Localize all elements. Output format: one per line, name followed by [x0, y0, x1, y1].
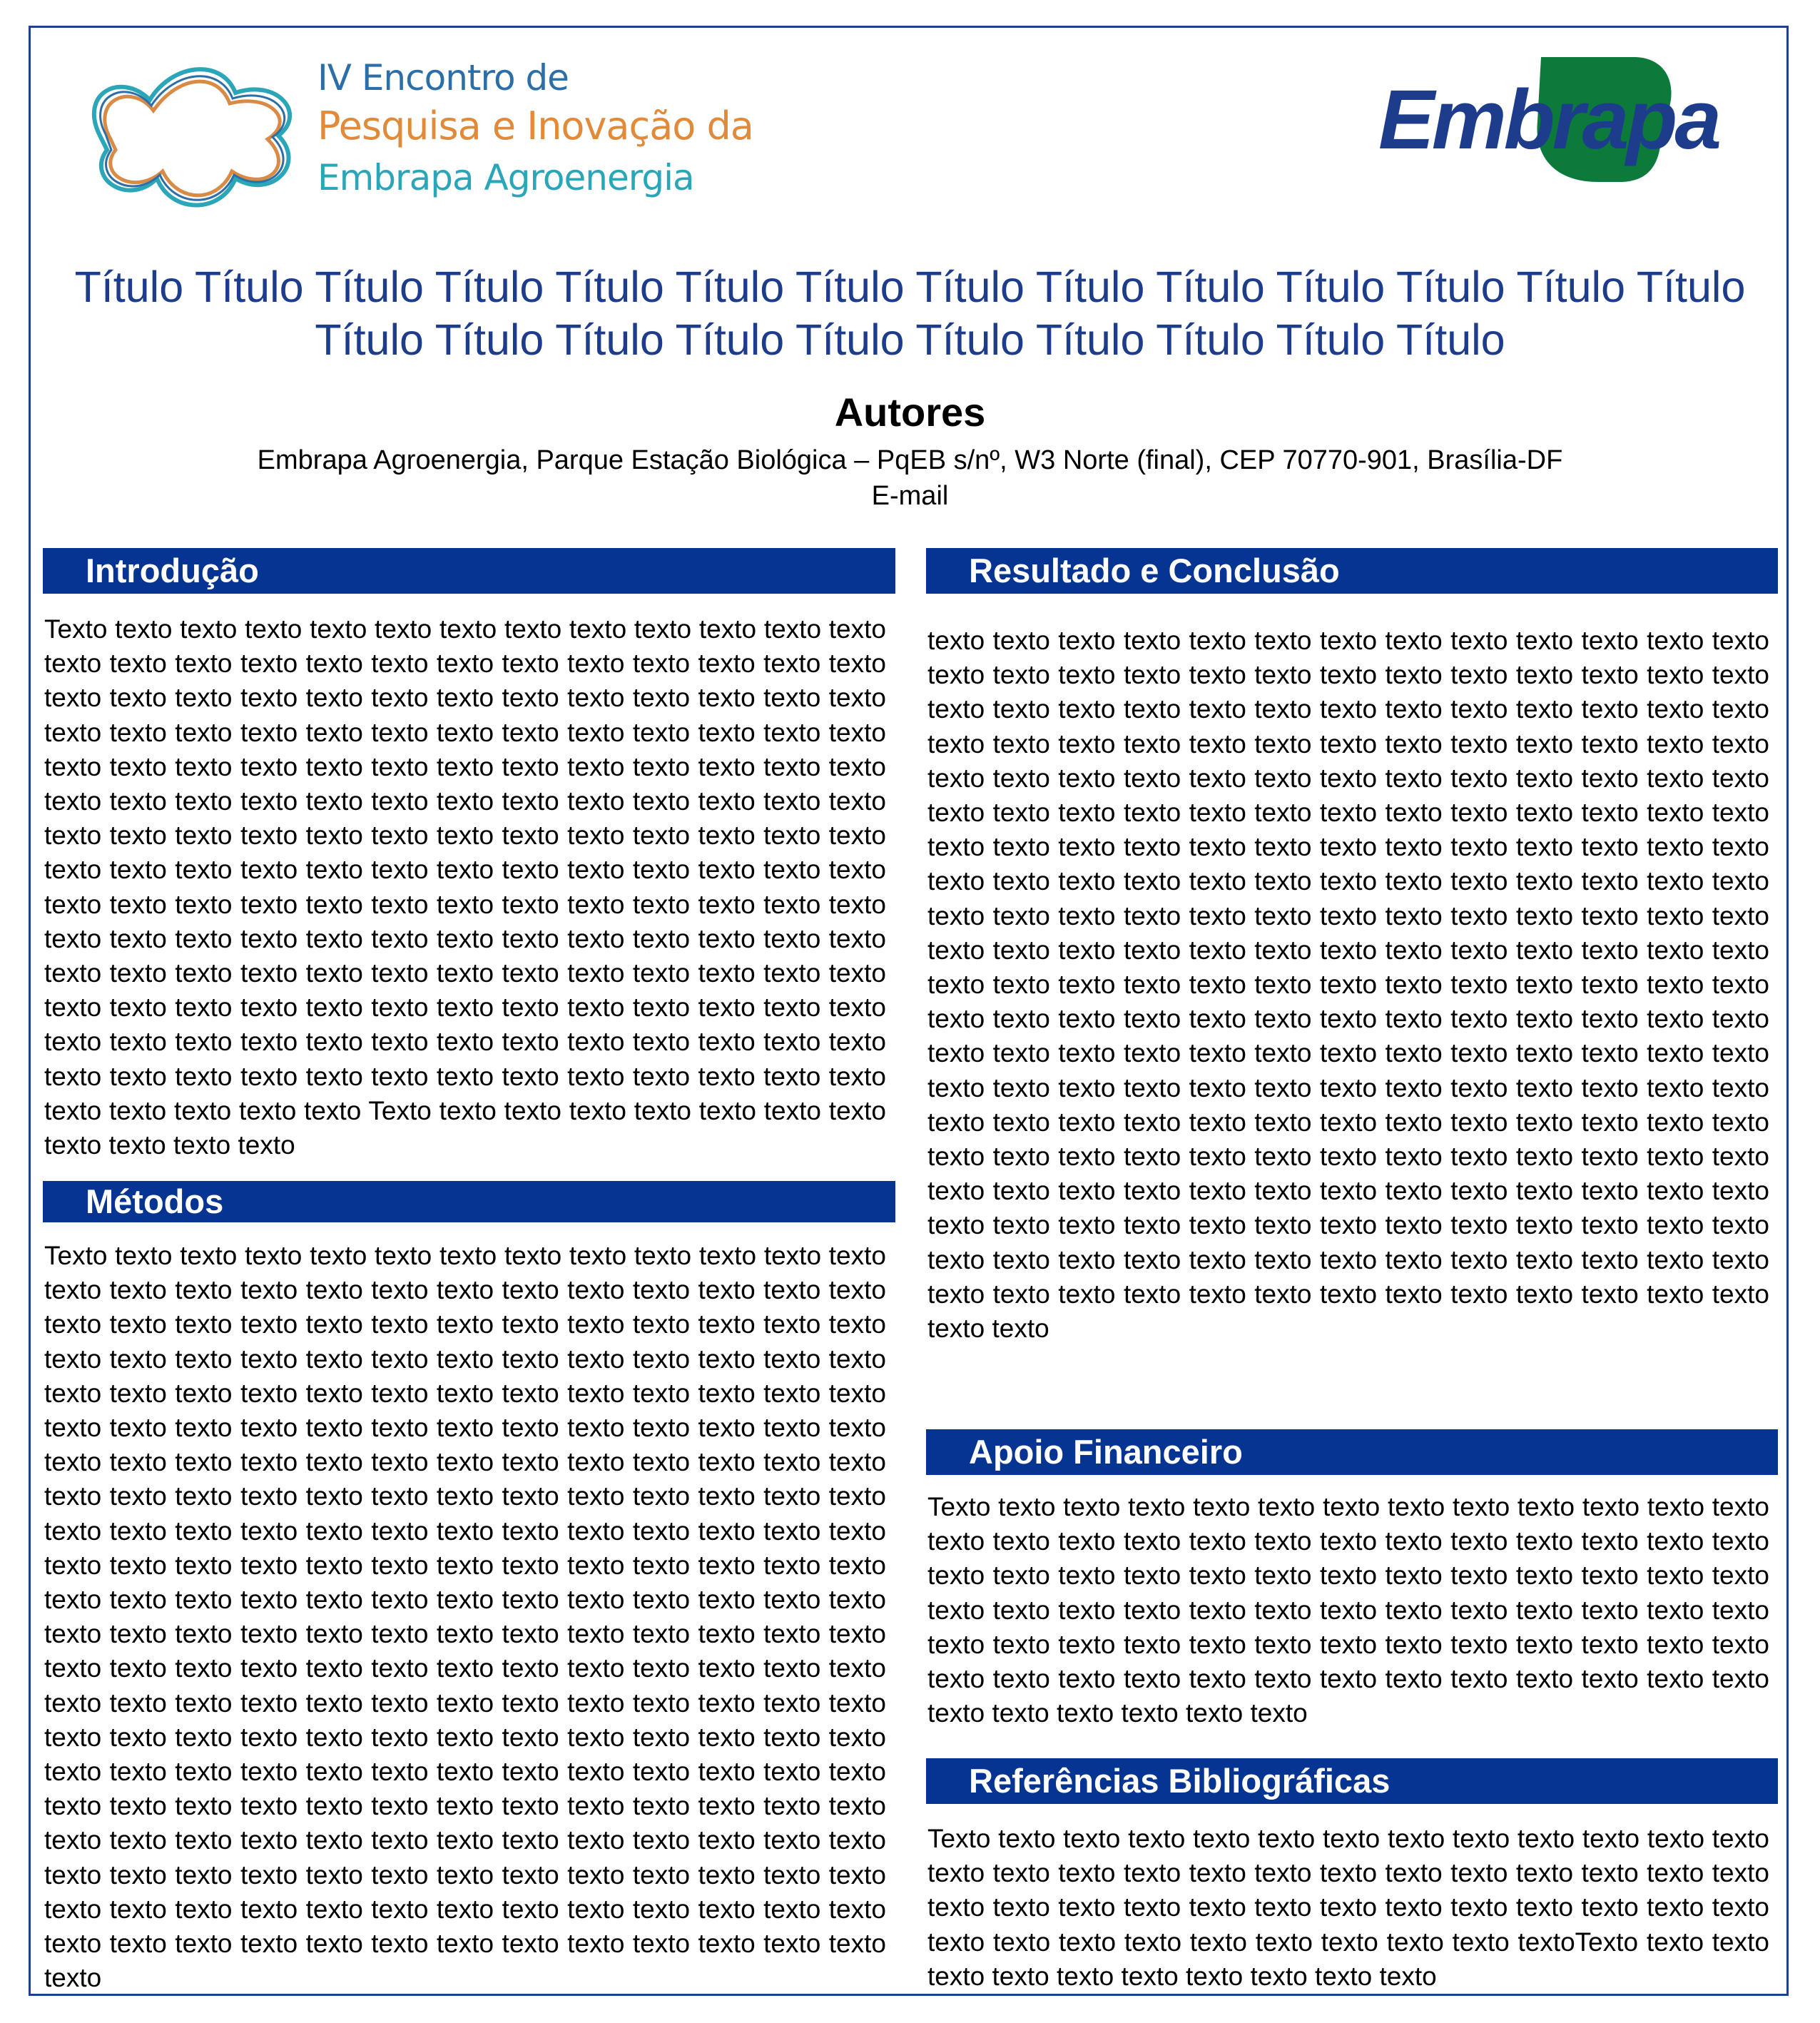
section-text-resultado: texto texto texto texto texto texto texto texto texto texto texto texto texto texto texto texto texto texto texto texto texto texto texto texto texto texto texto texto texto texto texto texto texto texto texto texto texto texto texto texto texto texto texto texto texto texto texto texto texto texto texto texto texto texto texto texto texto texto texto texto texto texto texto texto texto texto texto texto texto texto texto texto texto texto texto texto texto texto texto texto texto texto texto texto texto texto texto texto texto texto texto texto texto texto texto texto texto texto texto texto texto texto texto texto texto texto texto texto texto texto texto texto texto texto texto texto texto texto texto texto texto texto texto texto texto texto texto texto texto texto texto texto texto texto texto texto texto texto texto texto texto texto texto texto texto texto texto texto texto texto texto texto texto texto texto texto texto texto texto texto texto texto texto texto texto texto texto texto texto texto texto texto texto texto texto texto texto texto texto texto texto texto texto texto texto texto texto texto texto texto texto texto texto texto texto texto texto texto texto texto texto texto texto texto texto texto texto texto texto texto texto texto texto texto texto texto texto texto texto texto texto texto texto texto texto texto texto texto texto texto texto texto texto texto texto texto texto texto texto texto texto texto texto texto texto texto texto texto texto texto texto texto texto texto texto texto texto texto texto texto texto texto	[927, 626, 1769, 1344]
section-text-metodos: Texto texto texto texto texto texto texto texto texto texto texto texto texto texto texto texto texto texto texto texto texto texto texto texto texto texto texto texto texto texto texto texto texto texto texto texto texto texto texto texto texto texto texto texto texto texto texto texto texto texto texto texto texto texto texto texto texto texto texto texto texto texto texto texto texto texto texto texto texto texto texto texto texto texto texto texto texto texto texto texto texto texto texto texto texto texto texto texto texto texto texto texto texto texto texto texto texto texto texto texto texto texto texto texto texto texto texto texto texto texto texto texto texto texto texto texto texto texto texto texto texto texto texto texto texto texto texto texto texto texto texto texto texto texto texto texto texto texto texto texto texto texto texto texto texto texto texto texto texto texto texto texto texto texto texto texto texto texto texto texto texto texto texto texto texto texto texto texto texto texto texto texto texto texto texto texto texto texto texto texto texto texto texto texto texto texto texto texto texto texto texto texto texto texto texto texto texto texto texto texto texto texto texto texto texto texto texto texto texto texto texto texto texto texto texto texto texto texto texto texto texto texto texto texto texto texto texto texto texto texto texto texto texto texto texto texto texto texto texto texto texto texto texto texto texto texto texto texto texto texto texto texto texto texto texto texto texto texto texto texto texto texto texto texto texto texto texto texto texto texto texto texto texto texto	[44, 1241, 886, 1993]
event-logo	[71, 50, 756, 221]
event-logo-line2: Pesquisa e Inovação da	[317, 103, 753, 148]
section-heading-referencias: Referências Bibliográficas	[926, 1758, 1778, 1804]
section-text-introducao: Texto texto texto texto texto texto texto texto texto texto texto texto texto texto texto texto texto texto texto texto texto texto texto texto texto texto texto texto texto texto texto texto texto texto texto texto texto texto texto texto texto texto texto texto texto texto texto texto texto texto texto texto texto texto texto texto texto texto texto texto texto texto texto texto texto texto texto texto texto texto texto texto texto texto texto texto texto texto texto texto texto texto texto texto texto texto texto texto texto texto texto texto texto texto texto texto texto texto texto texto texto texto texto texto texto texto texto texto texto texto texto texto texto texto texto texto texto texto texto texto texto texto texto texto texto texto texto texto texto texto texto texto texto texto texto texto texto texto texto texto texto texto texto texto texto texto texto texto texto texto texto texto texto texto texto texto texto texto texto texto texto texto texto texto texto texto texto texto texto texto texto texto texto texto texto texto texto texto texto texto texto texto texto texto texto texto texto Texto texto texto texto texto texto texto texto texto texto texto texto	[44, 614, 886, 1160]
embrapa-logo	[1377, 50, 1734, 186]
event-logo-line1: IV Encontro de	[317, 57, 569, 98]
affiliation-block	[64, 442, 1756, 514]
affiliation: Embrapa Agroenergia, Parque Estação Biológica – PqEB s/nº, W3 Norte (final), CEP 70770-901, Brasília-DF	[257, 445, 1563, 475]
poster-title: Título Título Título Título Título Título Título Título Título Título Título Título Título Título Título Título Título Título Título Título Título Título Título Título	[74, 263, 1746, 364]
section-heading-resultado: Resultado e Conclusão	[926, 548, 1778, 594]
section-text-referencias: Texto texto texto texto texto texto texto texto texto texto texto texto texto texto texto texto texto texto texto texto texto texto texto texto texto texto texto texto texto texto texto texto texto texto texto texto texto texto texto texto texto texto texto texto texto texto texto texto textoTexto texto texto texto texto texto texto texto texto texto texto	[927, 1824, 1769, 1991]
event-logo-line3: Embrapa Agroenergia	[317, 157, 694, 198]
section-heading-metodos: Métodos	[43, 1181, 895, 1222]
section-heading-apoio: Apoio Financeiro	[926, 1429, 1778, 1475]
embrapa-logo-text: Embrapa	[1378, 73, 1719, 167]
authors: Autores	[834, 390, 986, 435]
event-logo-ribbon-icon	[71, 50, 314, 221]
email: E-mail	[871, 481, 949, 511]
section-heading-introducao: Introdução	[43, 548, 895, 594]
section-text-apoio: Texto texto texto texto texto texto texto texto texto texto texto texto texto texto texto texto texto texto texto texto texto texto texto texto texto texto texto texto texto texto texto texto texto texto texto texto texto texto texto texto texto texto texto texto texto texto texto texto texto texto texto texto texto texto texto texto texto texto texto texto texto texto texto texto texto texto texto texto texto texto texto texto texto texto texto texto texto texto texto texto texto texto texto texto	[927, 1492, 1769, 1728]
